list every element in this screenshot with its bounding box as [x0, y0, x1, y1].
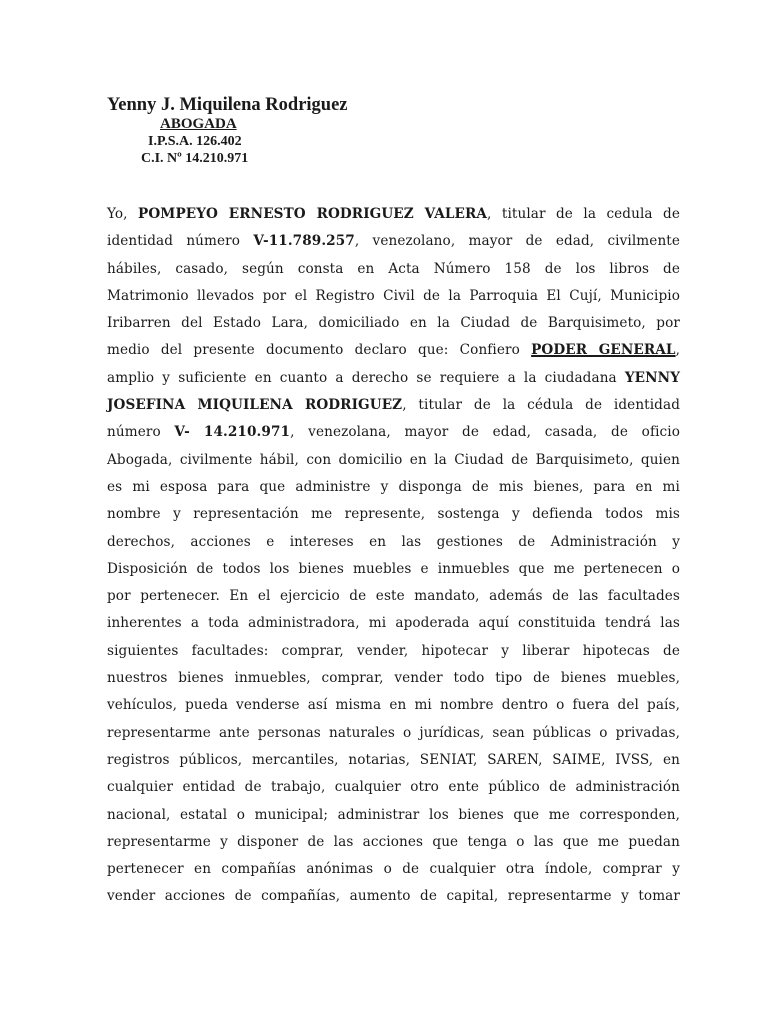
- body-line: [107, 447, 680, 474]
- lawyer-title: ABOGADA: [160, 116, 237, 132]
- body-line: [107, 556, 680, 583]
- text-run: , venezolana, mayor de edad, casada, de oficio: [290, 424, 680, 441]
- text-run: registros públicos, mercantiles, notarias, SENIAT, SAREN, SAIME, IVSS, en: [107, 751, 680, 768]
- text-run: inherentes a toda administradora, mi apoderada aquí constituida tendrá las: [107, 615, 680, 632]
- text-run: vender acciones de compañías, aumento de capital, representarme y tomar: [107, 888, 680, 905]
- body-line: [107, 365, 680, 392]
- text-run: es mi esposa para que administre y disponga de mis bienes, para en mi: [107, 478, 680, 495]
- text-run: ,: [675, 342, 680, 359]
- body-line: [107, 747, 680, 774]
- body-line: [107, 829, 680, 856]
- body-line: [107, 665, 680, 692]
- text-run: Abogada, civilmente hábil, con domicilio en la Ciudad de Barquisimeto, quien: [107, 451, 680, 468]
- body-line: [107, 720, 680, 747]
- text-run: , titular de la cédula de identidad: [402, 397, 680, 414]
- ipsa-number: I.P.S.A. 126.402: [148, 134, 242, 149]
- body-line: [107, 283, 680, 310]
- body-line: [107, 774, 680, 801]
- body-line: [107, 638, 680, 665]
- bold-text: V- 14.210.971: [174, 424, 291, 441]
- underlined-bold-text: PODER GENERAL: [531, 342, 676, 359]
- text-run: vehículos, pueda venderse así misma en mi nombre dentro o fuera del país,: [107, 697, 680, 714]
- text-run: , venezolano, mayor de edad, civilmente: [354, 233, 681, 250]
- body-line: [107, 529, 680, 556]
- text-run: representarme ante personas naturales o jurídicas, sean públicas o privadas,: [107, 724, 680, 741]
- body-line: [107, 337, 680, 364]
- text-run: nacional, estatal o municipal; administrar los bienes que me corresponden,: [107, 806, 680, 823]
- body-line: [107, 856, 680, 883]
- text-run: identidad número: [107, 233, 254, 250]
- text-run: Yo,: [107, 206, 139, 222]
- text-run: derechos, acciones e intereses en las gestiones de Administración y: [107, 533, 680, 550]
- body-line: [107, 474, 680, 501]
- body-line: [107, 802, 680, 829]
- bold-text: YENNY: [624, 369, 680, 386]
- body-line: [107, 610, 680, 637]
- text-run: Matrimonio llevados por el Registro Civil de la Parroquia El Cují, Municipio: [107, 287, 680, 304]
- text-run: pertenecer en compañías anónimas o de cualquier otra índole, comprar y: [107, 861, 680, 878]
- body-line: [107, 256, 680, 283]
- letterhead: [107, 94, 348, 166]
- text-run: , titular de la cedula de: [487, 206, 680, 222]
- text-run: número: [107, 424, 175, 441]
- body-line: [107, 692, 680, 719]
- document-body: [107, 201, 680, 911]
- text-run: hábiles, casado, según consta en Acta Número 158 de los libros de: [107, 260, 680, 277]
- text-run: medio del presente documento declaro que: Confiero: [107, 342, 532, 359]
- bold-text: V-11.789.257: [253, 233, 355, 250]
- body-line: [107, 310, 680, 337]
- body-line: [107, 392, 680, 419]
- bold-text: POMPEYO ERNESTO RODRIGUEZ VALERA: [138, 206, 488, 222]
- body-line: [107, 201, 680, 228]
- text-run: nuestros bienes inmuebles, comprar, vender todo tipo de bienes muebles,: [107, 670, 680, 687]
- id-number: C.I. Nº 14.210.971: [141, 151, 249, 166]
- text-run: amplio y suficiente en cuanto a derecho se requiere a la ciudadana: [107, 369, 625, 386]
- bold-text: JOSEFINA MIQUILENA RODRIGUEZ: [107, 397, 403, 414]
- body-line: [107, 228, 680, 255]
- text-run: por pertenecer. En el ejercicio de este mandato, además de las facultades: [107, 588, 680, 605]
- text-run: Iribarren del Estado Lara, domiciliado en la Ciudad de Barquisimeto, por: [107, 315, 680, 332]
- text-run: nombre y representación me represente, sostenga y defienda todos mis: [107, 506, 680, 523]
- body-line: [107, 501, 680, 528]
- body-line: [107, 583, 680, 610]
- body-line: [107, 883, 680, 910]
- lawyer-name: Yenny J. Miquilena Rodriguez: [107, 95, 348, 115]
- text-run: representarme y disponer de las acciones que tenga o las que me puedan: [107, 833, 680, 850]
- text-run: Disposición de todos los bienes muebles e inmuebles que me pertenecen o: [107, 560, 680, 577]
- text-run: siguientes facultades: comprar, vender, hipotecar y liberar hipotecas de: [107, 642, 680, 659]
- text-run: cualquier entidad de trabajo, cualquier otro ente público de administración: [107, 779, 680, 796]
- body-line: [107, 419, 680, 446]
